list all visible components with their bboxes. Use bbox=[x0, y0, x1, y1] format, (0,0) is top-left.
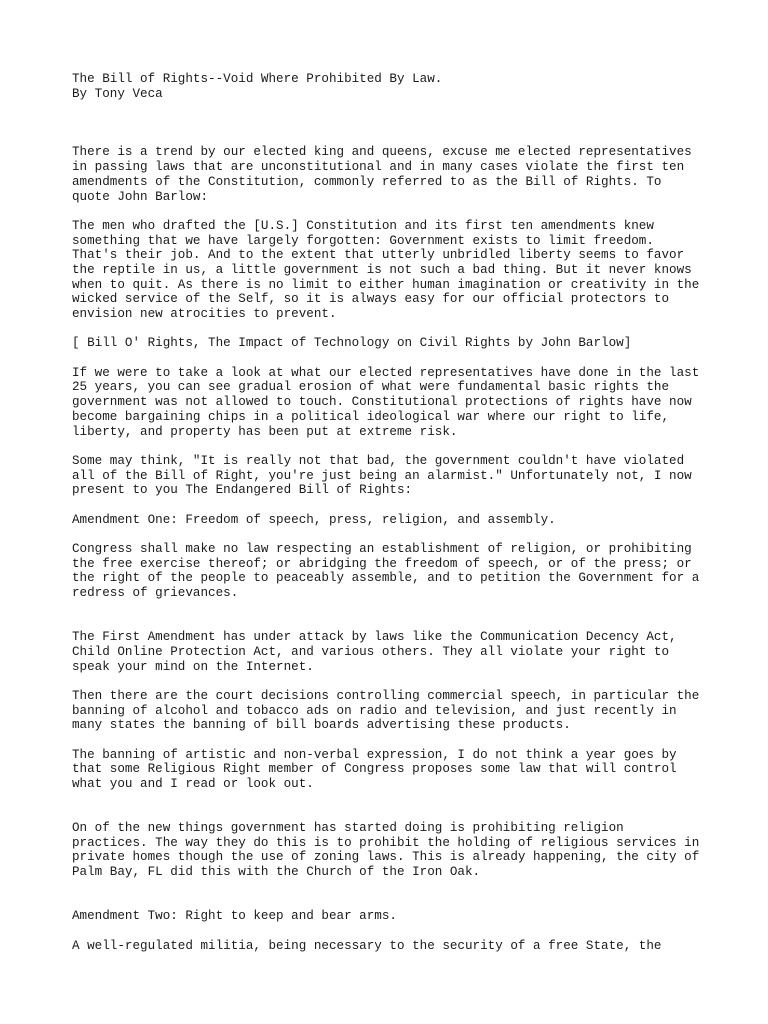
text-line: the right of the people to peaceably assemble, and to petition the Government for a bbox=[72, 571, 700, 586]
blank-line bbox=[72, 674, 712, 689]
text-line: Amendment Two: Right to keep and bear arms. bbox=[72, 909, 397, 924]
text-line: Some may think, "It is really not that bad, the government couldn't have violated bbox=[72, 453, 685, 468]
text-line: what you and I read or look out. bbox=[72, 777, 314, 791]
text-line: in passing laws that are unconstitutional and in many cases violate the first ten bbox=[72, 160, 685, 175]
text-line: liberty, and property has been put at extreme risk. bbox=[72, 424, 458, 439]
text-line: quote John Barlow: bbox=[72, 189, 209, 204]
text-line: Child Online Protection Act, and various others. They all violate your right to bbox=[72, 644, 670, 659]
text-line: Then there are the court decisions controlling commercial speech, in particular the bbox=[72, 688, 700, 703]
blank-line bbox=[72, 527, 712, 542]
paragraph bbox=[72, 939, 712, 954]
blank-line bbox=[72, 439, 712, 454]
blank-line bbox=[72, 101, 712, 116]
paragraph bbox=[72, 748, 712, 792]
paragraph bbox=[72, 72, 712, 101]
blank-line bbox=[72, 880, 712, 895]
text-line: Congress shall make no law respecting an establishment of religion, or prohibiting bbox=[72, 542, 692, 556]
paragraph bbox=[72, 689, 712, 733]
paragraph bbox=[72, 630, 712, 674]
blank-line bbox=[72, 615, 712, 630]
text-line: A well-regulated militia, being necessary to the security of a free State, the bbox=[72, 938, 662, 953]
text-line: become bargaining chips in a political ideological war where our right to life, bbox=[72, 409, 670, 424]
paragraph bbox=[72, 366, 712, 439]
blank-line bbox=[72, 322, 712, 337]
text-line: If we were to take a look at what our elected representatives have done in the last bbox=[72, 365, 700, 380]
text-line: banning of alcohol and tobacco ads on radio and television, and just recently in bbox=[72, 703, 677, 718]
text-line: amendments of the Constitution, commonly referred to as the Bill of Rights. To bbox=[72, 174, 662, 189]
blank-line bbox=[72, 131, 712, 146]
text-line: when to quit. As there is no limit to either human imagination or creativity in the bbox=[72, 277, 700, 292]
blank-line bbox=[72, 806, 712, 821]
text-line: 25 years, you can see gradual erosion of what were fundamental basic rights the bbox=[72, 380, 670, 395]
blank-line bbox=[72, 792, 712, 807]
text-line: That's their job. And to the extent that utterly unbridled liberty seems to favor bbox=[72, 248, 685, 263]
paragraph bbox=[72, 145, 712, 204]
paragraph bbox=[72, 821, 712, 880]
paragraph bbox=[72, 219, 712, 322]
text-line: envision new atrocities to prevent. bbox=[72, 307, 337, 321]
document-body bbox=[72, 72, 712, 953]
text-line: many states the banning of bill boards advertising these products. bbox=[72, 718, 571, 733]
text-line: the free exercise thereof; or abridging the freedom of speech, or of the press; or bbox=[72, 556, 692, 571]
paragraph bbox=[72, 542, 712, 601]
text-line: By Tony Veca bbox=[72, 86, 163, 101]
blank-line bbox=[72, 733, 712, 748]
text-line: The men who drafted the [U.S.] Constitution and its first ten amendments knew bbox=[72, 218, 654, 233]
text-line: There is a trend by our elected king and queens, excuse me elected representatives bbox=[72, 145, 692, 160]
paragraph bbox=[72, 513, 712, 528]
text-line: On of the new things government has started doing is prohibiting religion bbox=[72, 821, 624, 836]
text-line: wicked service of the Self, so it is always easy for our official protectors to bbox=[72, 292, 670, 307]
blank-line bbox=[72, 498, 712, 513]
text-line: all of the Bill of Right, you're just being an alarmist." Unfortunately not, I now bbox=[72, 468, 692, 483]
text-line: the reptile in us, a little government is not such a bad thing. But it never knows bbox=[72, 262, 692, 277]
paragraph bbox=[72, 454, 712, 498]
blank-line bbox=[72, 601, 712, 616]
text-line: speak your mind on the Internet. bbox=[72, 659, 314, 674]
text-line: The First Amendment has under attack by laws like the Communication Decency Act, bbox=[72, 630, 677, 645]
text-line: Palm Bay, FL did this with the Church of the Iron Oak. bbox=[72, 865, 481, 880]
text-line: Amendment One: Freedom of speech, press, religion, and assembly. bbox=[72, 512, 556, 527]
text-line: practices. The way they do this is to prohibit the holding of religious services in bbox=[72, 835, 700, 850]
text-line: [ Bill O' Rights, The Impact of Technology on Civil Rights by John Barlow] bbox=[72, 336, 632, 351]
text-line: The banning of artistic and non-verbal expression, I do not think a year goes by bbox=[72, 747, 677, 762]
text-line: government was not allowed to touch. Constitutional protections of rights have now bbox=[72, 395, 692, 410]
text-line: something that we have largely forgotten: Government exists to limit freedom. bbox=[72, 233, 654, 248]
text-line: that some Religious Right member of Congress proposes some law that will control bbox=[72, 762, 677, 777]
blank-line bbox=[72, 924, 712, 939]
blank-line bbox=[72, 351, 712, 366]
text-line: private homes though the use of zoning laws. This is already happening, the city of bbox=[72, 850, 700, 865]
paragraph bbox=[72, 909, 712, 924]
text-line: redress of grievances. bbox=[72, 586, 239, 601]
text-line: present to you The Endangered Bill of Rights: bbox=[72, 483, 413, 498]
blank-line bbox=[72, 895, 712, 910]
paragraph bbox=[72, 336, 712, 351]
text-line: The Bill of Rights--Void Where Prohibited By Law. bbox=[72, 72, 443, 86]
blank-line bbox=[72, 204, 712, 219]
blank-line bbox=[72, 116, 712, 131]
